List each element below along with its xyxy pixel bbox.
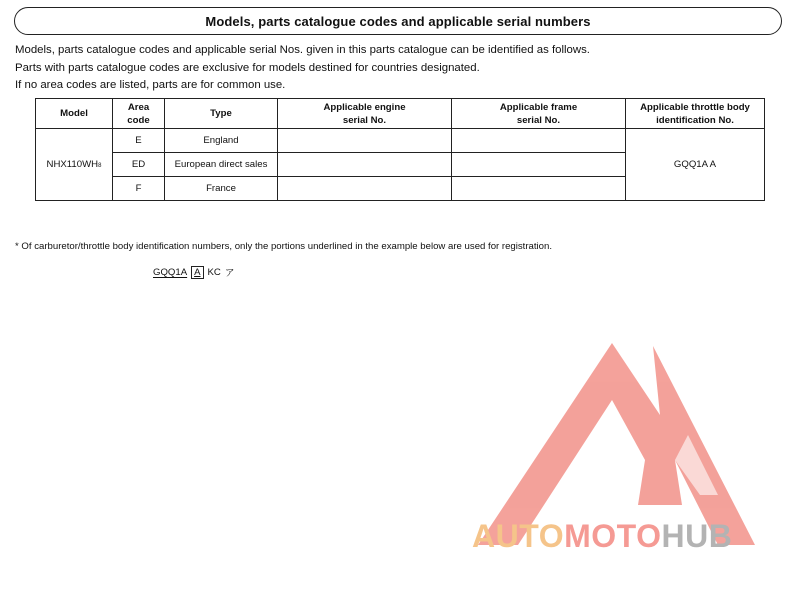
intro-line-2: Parts with parts catalogue codes are exclusive for models destined for countries designated. [15, 61, 480, 74]
header-throttle-id [626, 99, 765, 129]
type-cell: European direct sales [165, 153, 278, 177]
engine-serial-cell [278, 129, 452, 153]
table-header-row [36, 99, 765, 129]
header-frame-serial-text: Applicable frame serial No. [499, 101, 578, 126]
area-code-cell: E [113, 129, 165, 153]
engine-serial-cell [278, 153, 452, 177]
header-engine-serial [278, 99, 452, 129]
page-title: Models, parts catalogue codes and applicable serial numbers [205, 13, 591, 29]
header-area-code [113, 99, 165, 129]
identification-example [153, 265, 234, 279]
header-type: Type [165, 99, 278, 129]
throttle-id-cell: GQQ1A A [626, 129, 765, 201]
table-row [36, 129, 765, 153]
registration-note: * Of carburetor/throttle body identification numbers, only the portions underlined in the example below are used for registration. [15, 241, 553, 252]
intro-line-1: Models, parts catalogue codes and applicable serial Nos. given in this parts catalogue can be identified as follows. [15, 44, 590, 56]
area-code-cell: F [113, 177, 165, 201]
intro-line-3: If no area codes are listed, parts are for common use. [15, 79, 286, 91]
type-cell: France [165, 177, 278, 201]
catalogue-codes-table [35, 98, 765, 201]
header-model: Model [36, 99, 113, 129]
example-code-kana: ア [224, 268, 235, 279]
frame-serial-cell [452, 153, 626, 177]
example-code-suffix: KC [207, 266, 221, 278]
header-engine-serial-text: Applicable engine serial No. [323, 101, 406, 126]
frame-serial-cell [452, 177, 626, 201]
model-suffix: 8 [98, 163, 102, 169]
model-name: NHX110WH [46, 159, 99, 170]
engine-serial-cell [278, 177, 452, 201]
example-code-boxed: A [191, 266, 203, 279]
header-frame-serial [452, 99, 626, 129]
watermark-word-auto: AUTO [472, 518, 565, 554]
model-cell [36, 129, 113, 201]
frame-serial-cell [452, 129, 626, 153]
area-code-cell: ED [113, 153, 165, 177]
header-throttle-id-text: Applicable throttle body identification No. [640, 101, 750, 126]
watermark-wordmark [472, 516, 732, 556]
type-cell: England [165, 129, 278, 153]
example-code-underlined: GQQ1A [153, 266, 188, 278]
watermark-word-moto: MOTO [564, 518, 662, 554]
section-title-bar [14, 7, 782, 35]
header-area-code-text: Area code [127, 101, 150, 126]
watermark-word-hub: HUB [661, 518, 733, 554]
intro-text [15, 42, 775, 95]
